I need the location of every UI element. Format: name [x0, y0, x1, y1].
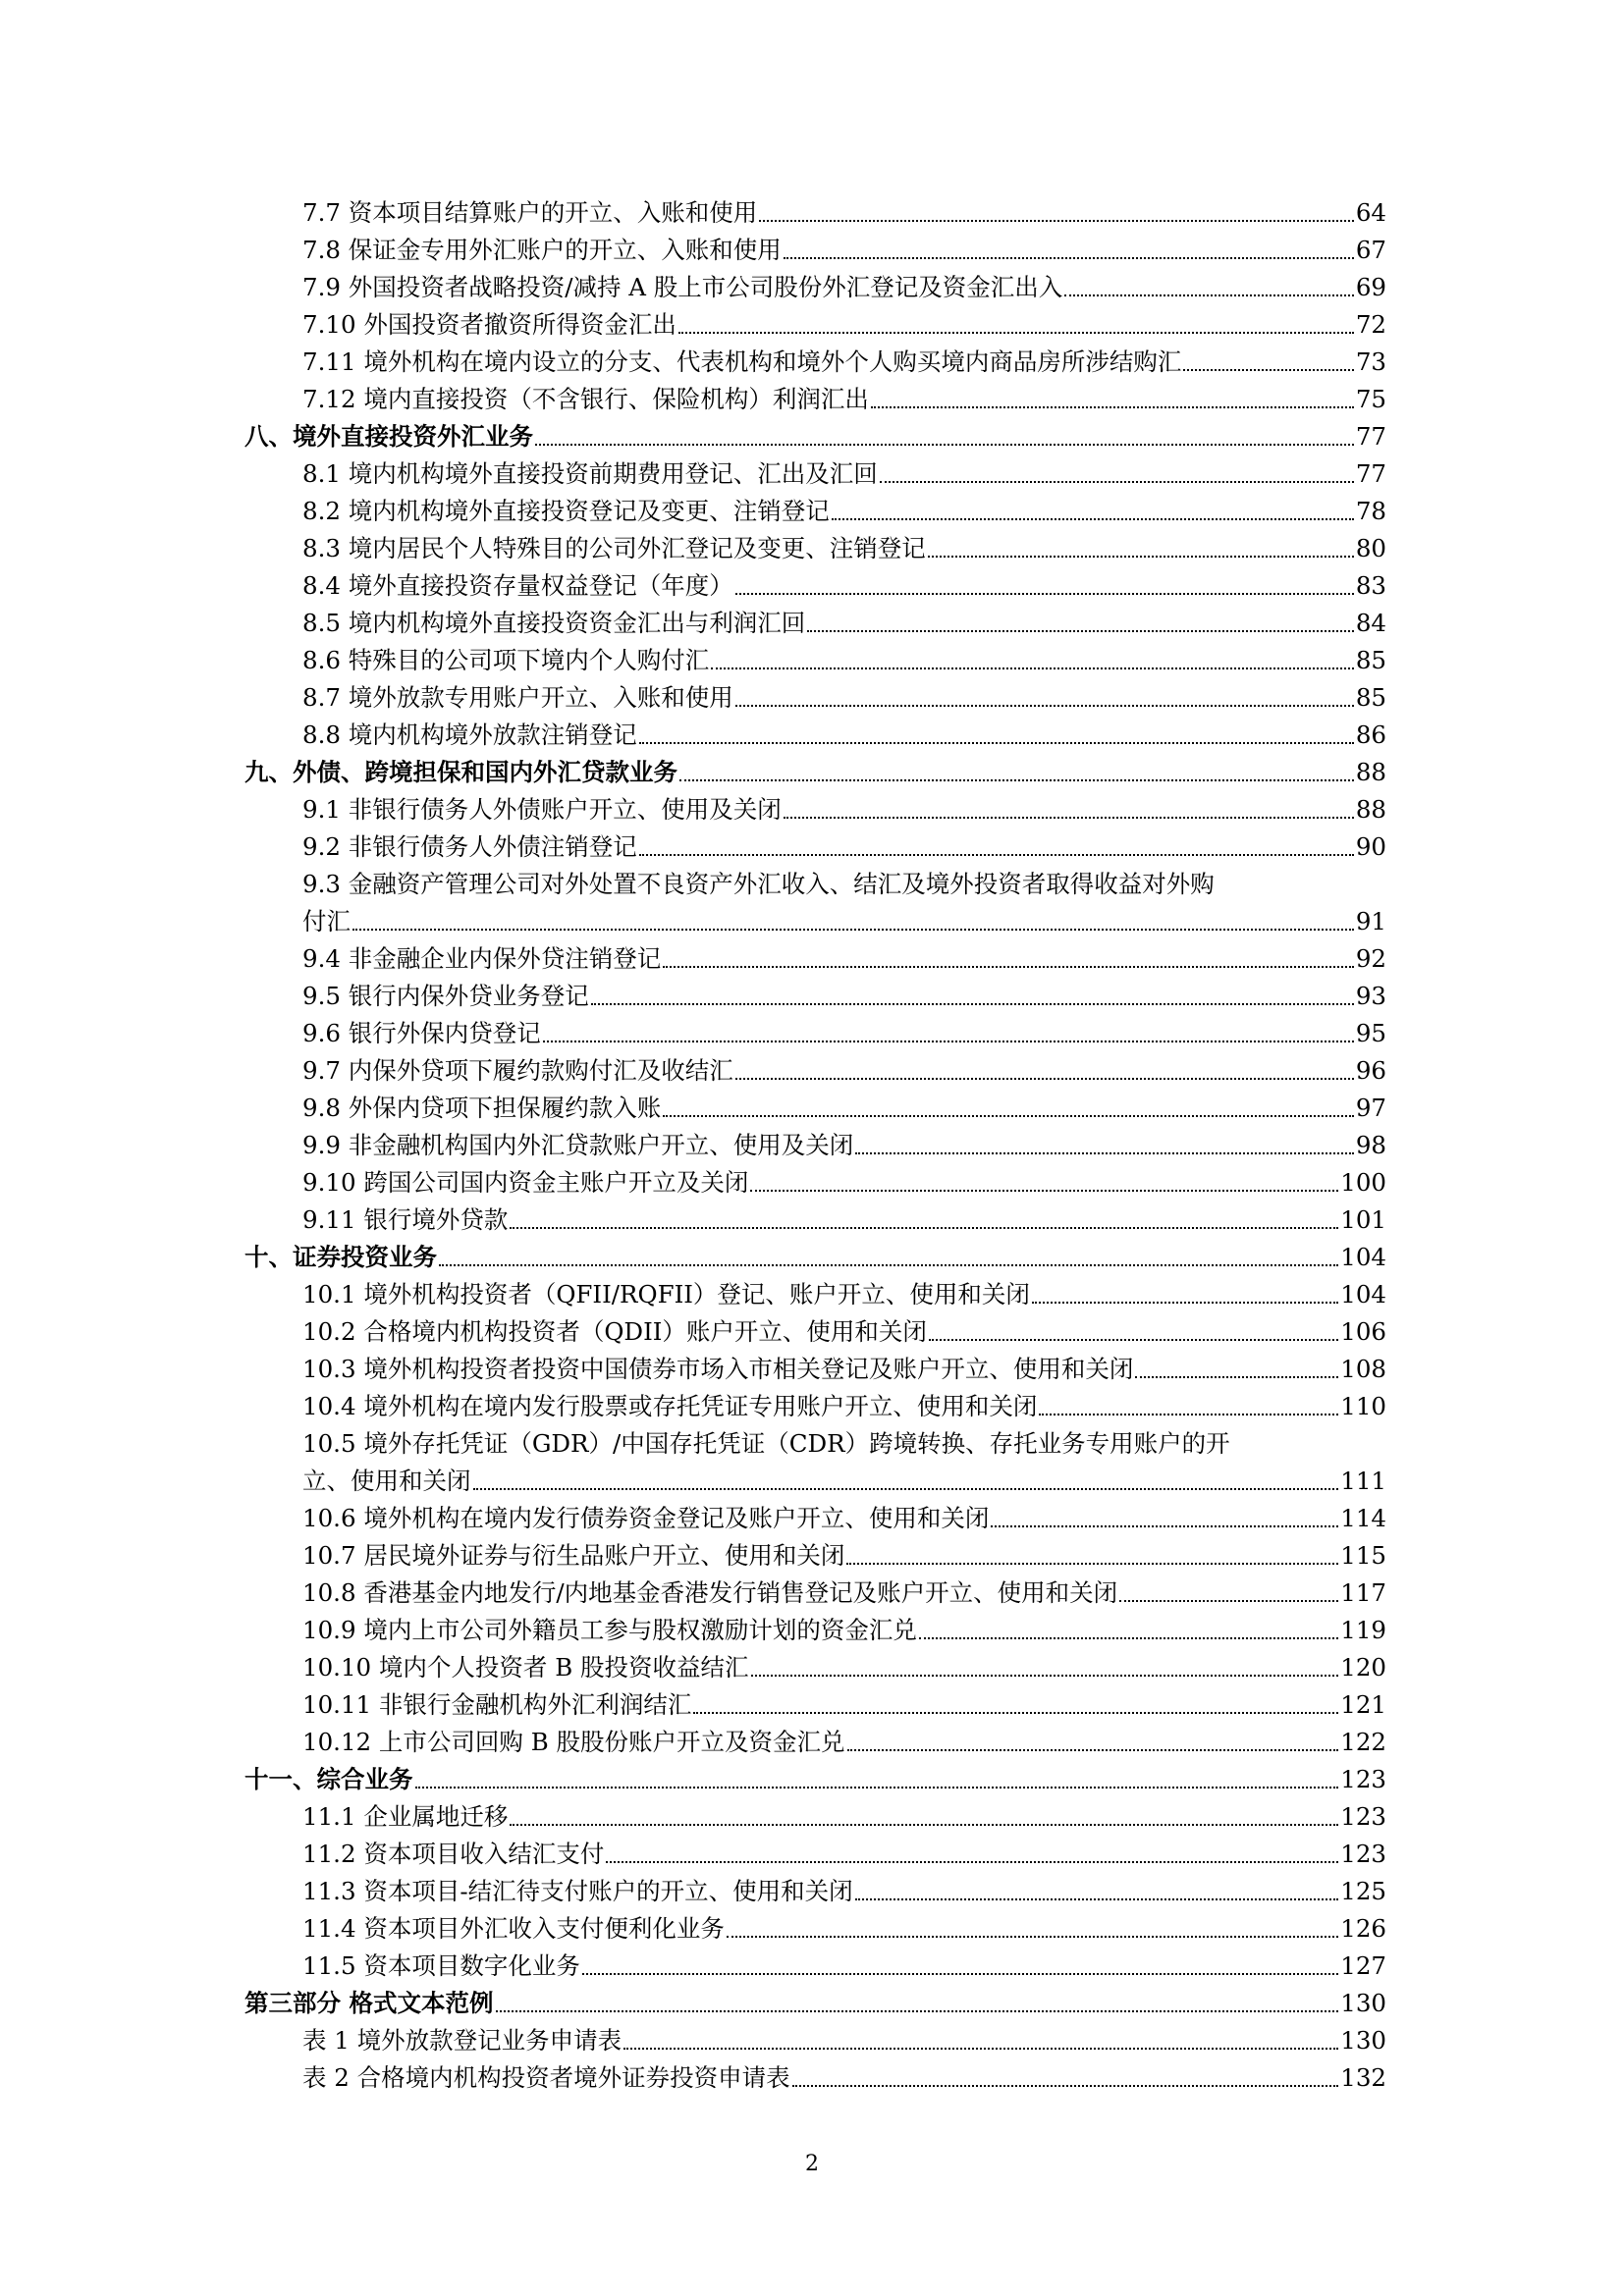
toc-entry-title: 9.3 金融资产管理公司对外处置不良资产外汇收入、结汇及境外投资者取得收益对外购: [302, 870, 1215, 898]
toc-entry-page: 100: [1340, 1168, 1386, 1197]
toc-entry[interactable]: [244, 1537, 1386, 1575]
toc-entry[interactable]: [244, 1500, 1386, 1537]
toc-entry[interactable]: [244, 455, 1386, 493]
toc-entry-page: 114: [1340, 1504, 1386, 1532]
toc-chapter-title: 十、证券投资业务: [244, 1243, 437, 1271]
toc-entry-continuation[interactable]: [244, 903, 1386, 940]
toc-chapter[interactable]: [244, 754, 1386, 791]
toc-entry-page: 75: [1355, 385, 1386, 413]
toc-entry-page: 85: [1355, 683, 1386, 712]
toc-entry-title: 7.7 资本项目结算账户的开立、入账和使用: [302, 198, 758, 227]
toc-entry[interactable]: [244, 605, 1386, 642]
dot-leader: [751, 1674, 1339, 1677]
toc-entry-page: 106: [1340, 1317, 1386, 1346]
toc-entry[interactable]: [244, 978, 1386, 1015]
toc-entry-title: 10.6 境外机构在境内发行债券资金登记及账户开立、使用和关闭: [302, 1504, 990, 1532]
dot-leader: [846, 1562, 1338, 1565]
toc-entry[interactable]: [244, 381, 1386, 418]
dot-leader: [880, 480, 1354, 483]
toc-entry-page: 119: [1340, 1616, 1386, 1644]
toc-entry-page: 117: [1340, 1578, 1386, 1607]
toc-entry-title: 9.1 非银行债务人外债账户开立、使用及关闭: [302, 795, 782, 824]
toc-entry-title: 10.2 合格境内机构投资者（QDII）账户开立、使用和关闭: [302, 1317, 927, 1346]
toc-entry-title: 9.2 非银行债务人外债注销登记: [302, 832, 637, 861]
toc-entry-title: 8.8 境内机构境外放款注销登记: [302, 721, 637, 749]
dot-leader: [847, 1748, 1339, 1751]
dot-leader: [792, 2084, 1339, 2087]
dot-leader: [750, 1189, 1338, 1192]
table-of-contents: [244, 194, 1386, 2097]
toc-entry-page: 110: [1340, 1392, 1386, 1420]
toc-entry[interactable]: [244, 1090, 1386, 1127]
toc-entry-title: 8.2 境内机构境外直接投资登记及变更、注销登记: [302, 497, 830, 525]
toc-entry-title: 8.1 境内机构境外直接投资前期费用登记、汇出及汇回: [302, 459, 878, 488]
dot-leader: [693, 1711, 1338, 1714]
dot-leader: [1039, 1413, 1338, 1415]
toc-entry-title: 7.10 外国投资者撤资所得资金汇出: [302, 310, 677, 339]
toc-entry-title: 7.11 境外机构在境内设立的分支、代表机构和境外个人购买境内商品房所涉结购汇: [302, 347, 1182, 376]
toc-entry-title: 8.4 境外直接投资存量权益登记（年度）: [302, 571, 733, 600]
toc-entry-title: 7.9 外国投资者战略投资/减持 A 股上市公司股份外汇登记及资金汇出入: [302, 273, 1063, 301]
toc-entry-page: 90: [1355, 832, 1386, 861]
toc-entry[interactable]: [244, 866, 1386, 903]
toc-entry-title: 10.1 境外机构投资者（QFII/RQFII）登记、账户开立、使用和关闭: [302, 1280, 1030, 1308]
toc-entry[interactable]: [244, 1724, 1386, 1761]
toc-entry[interactable]: [244, 1873, 1386, 1910]
dot-leader: [510, 1226, 1338, 1229]
toc-chapter[interactable]: [244, 418, 1386, 455]
toc-entry-page: 95: [1355, 1019, 1386, 1047]
toc-entry-page: 84: [1355, 609, 1386, 637]
toc-entry-title: 表 1 境外放款登记业务申请表: [302, 2026, 623, 2055]
toc-entry-page: 108: [1340, 1355, 1386, 1383]
toc-chapter-page: 130: [1340, 1989, 1386, 2017]
dot-leader: [678, 331, 1354, 334]
toc-entry[interactable]: [244, 269, 1386, 306]
toc-entry[interactable]: [244, 940, 1386, 978]
toc-entry-title: 10.11 非银行金融机构外汇利润结汇: [302, 1690, 692, 1719]
page-number: 2: [805, 2152, 819, 2176]
dot-leader: [623, 2047, 1338, 2050]
toc-entry-title: 8.5 境内机构境外直接投资资金汇出与利润汇回: [302, 609, 806, 637]
dot-leader: [735, 592, 1354, 595]
toc-chapter[interactable]: [244, 1985, 1386, 2022]
toc-entry[interactable]: [244, 1276, 1386, 1313]
toc-entry[interactable]: [244, 1948, 1386, 1985]
dot-leader: [639, 853, 1354, 856]
toc-entry-page: 77: [1355, 459, 1386, 488]
dot-leader: [663, 1114, 1354, 1117]
dot-leader: [473, 1487, 1339, 1490]
dot-leader: [591, 1002, 1354, 1005]
toc-entry[interactable]: [244, 1612, 1386, 1649]
toc-entry-page: 125: [1340, 1877, 1386, 1905]
toc-entry-page: 80: [1355, 534, 1386, 562]
toc-entry[interactable]: [244, 567, 1386, 605]
toc-chapter-title: 第三部分 格式文本范例: [244, 1989, 494, 2017]
toc-entry[interactable]: [244, 791, 1386, 828]
toc-chapter[interactable]: [244, 1239, 1386, 1276]
toc-entry-page: 101: [1340, 1205, 1386, 1234]
dot-leader: [871, 405, 1354, 408]
toc-entry[interactable]: [244, 1164, 1386, 1201]
toc-entry-continuation[interactable]: [244, 1463, 1386, 1500]
dot-leader: [1032, 1301, 1338, 1304]
toc-entry[interactable]: [244, 344, 1386, 381]
dot-leader: [663, 965, 1354, 968]
toc-chapter-title: 八、境外直接投资外汇业务: [244, 422, 533, 451]
dot-leader: [535, 443, 1354, 446]
toc-entry[interactable]: [244, 1351, 1386, 1388]
toc-chapter[interactable]: [244, 1761, 1386, 1798]
toc-entry-page: 91: [1355, 907, 1386, 935]
dot-leader: [991, 1524, 1338, 1527]
toc-entry[interactable]: [244, 1313, 1386, 1351]
toc-entry-page: 86: [1355, 721, 1386, 749]
toc-entry-title: 10.4 境外机构在境内发行股票或存托凭证专用账户开立、使用和关闭: [302, 1392, 1038, 1420]
toc-entry-title: 7.8 保证金专用外汇账户的开立、入账和使用: [302, 236, 782, 264]
toc-entry[interactable]: [244, 1201, 1386, 1239]
dot-leader: [679, 778, 1354, 781]
toc-entry-title: 9.9 非金融机构国内外汇贷款账户开立、使用及关闭: [302, 1131, 854, 1159]
toc-entry-page: 121: [1340, 1690, 1386, 1719]
toc-entry-title: 9.7 内保外贷项下履约款购付汇及收结汇: [302, 1056, 733, 1085]
toc-entry-page: 97: [1355, 1094, 1386, 1122]
dot-leader: [855, 1151, 1354, 1154]
toc-entry[interactable]: [244, 1910, 1386, 1948]
toc-entry-title: 10.5 境外存托凭证（GDR）/中国存托凭证（CDR）跨境转换、存托业务专用账户的开: [302, 1429, 1230, 1458]
toc-entry-page: 120: [1340, 1653, 1386, 1682]
toc-entry[interactable]: [244, 642, 1386, 679]
toc-entry-page: 69: [1355, 273, 1386, 301]
toc-entry[interactable]: [244, 717, 1386, 754]
toc-entry-title: 9.5 银行内保外贷业务登记: [302, 982, 589, 1010]
toc-chapter-page: 88: [1355, 758, 1386, 786]
toc-entry-page: 130: [1340, 2026, 1386, 2055]
dot-leader: [1119, 1599, 1338, 1602]
toc-entry-page: 104: [1340, 1280, 1386, 1308]
dot-leader: [1064, 294, 1354, 296]
toc-entry-page: 92: [1355, 944, 1386, 973]
toc-chapter-title: 九、外债、跨境担保和国内外汇贷款业务: [244, 758, 677, 786]
toc-chapter-page: 104: [1340, 1243, 1386, 1271]
dot-leader: [510, 1823, 1338, 1826]
toc-entry-page: 72: [1355, 310, 1386, 339]
dot-leader: [855, 1897, 1339, 1900]
dot-leader: [415, 1786, 1339, 1789]
toc-entry[interactable]: [244, 1836, 1386, 1873]
toc-entry-title: 10.7 居民境外证券与衍生品账户开立、使用和关闭: [302, 1541, 845, 1570]
toc-entry-title-continued: 立、使用和关闭: [302, 1467, 471, 1495]
toc-entry-page: 88: [1355, 795, 1386, 824]
dot-leader: [711, 667, 1354, 669]
toc-entry[interactable]: [244, 232, 1386, 269]
dot-leader: [1183, 368, 1353, 371]
toc-entry-title: 10.9 境内上市公司外籍员工参与股权激励计划的资金汇兑: [302, 1616, 917, 1644]
toc-entry-title: 7.12 境内直接投资（不含银行、保险机构）利润汇出: [302, 385, 869, 413]
dot-leader: [727, 1935, 1338, 1938]
toc-entry[interactable]: [244, 1798, 1386, 1836]
toc-entry[interactable]: [244, 1127, 1386, 1164]
toc-entry[interactable]: [244, 194, 1386, 232]
toc-entry-page: 127: [1340, 1951, 1386, 1980]
dot-leader: [735, 1077, 1354, 1080]
toc-entry[interactable]: [244, 2022, 1386, 2059]
toc-entry[interactable]: [244, 530, 1386, 567]
dot-leader: [352, 928, 1354, 931]
dot-leader: [832, 517, 1354, 520]
toc-entry[interactable]: [244, 679, 1386, 717]
dot-leader: [784, 256, 1354, 259]
toc-entry-title: 表 2 合格境内机构投资者境外证券投资申请表: [302, 2063, 790, 2092]
toc-chapter-page: 77: [1355, 422, 1386, 451]
toc-entry[interactable]: [244, 1649, 1386, 1686]
toc-entry-page: 123: [1340, 1802, 1386, 1831]
toc-entry-title: 8.7 境外放款专用账户开立、入账和使用: [302, 683, 733, 712]
toc-entry[interactable]: [244, 493, 1386, 530]
toc-entry-title: 9.6 银行外保内贷登记: [302, 1019, 541, 1047]
dot-leader: [582, 1972, 1338, 1975]
toc-entry-page: 122: [1340, 1728, 1386, 1756]
dot-leader: [1135, 1375, 1338, 1378]
toc-entry[interactable]: [244, 1686, 1386, 1724]
toc-entry-title: 11.3 资本项目-结汇待支付账户的开立、使用和关闭: [302, 1877, 853, 1905]
toc-entry[interactable]: [244, 1052, 1386, 1090]
dot-leader: [784, 816, 1354, 819]
toc-entry-page: 111: [1340, 1467, 1386, 1495]
toc-entry[interactable]: [244, 2059, 1386, 2097]
toc-entry-page: 73: [1355, 347, 1386, 376]
toc-entry-page: 78: [1355, 497, 1386, 525]
toc-entry-page: 93: [1355, 982, 1386, 1010]
toc-entry-title-continued: 付汇: [302, 907, 351, 935]
toc-entry-title: 9.4 非金融企业内保外贷注销登记: [302, 944, 662, 973]
toc-entry[interactable]: [244, 828, 1386, 866]
toc-entry[interactable]: [244, 1388, 1386, 1425]
toc-entry-title: 9.11 银行境外贷款: [302, 1205, 509, 1234]
dot-leader: [639, 741, 1354, 744]
toc-entry-title: 10.3 境外机构投资者投资中国债券市场入市相关登记及账户开立、使用和关闭: [302, 1355, 1134, 1383]
toc-entry[interactable]: [244, 306, 1386, 344]
toc-entry-title: 8.6 特殊目的公司项下境内个人购付汇: [302, 646, 710, 674]
dot-leader: [496, 2009, 1339, 2012]
toc-entry-title: 10.8 香港基金内地发行/内地基金香港发行销售登记及账户开立、使用和关闭: [302, 1578, 1118, 1607]
toc-entry-page: 85: [1355, 646, 1386, 674]
toc-entry-title: 8.3 境内居民个人特殊目的公司外汇登记及变更、注销登记: [302, 534, 926, 562]
dot-leader: [735, 704, 1354, 707]
toc-entry-page: 64: [1355, 198, 1386, 227]
toc-entry[interactable]: [244, 1015, 1386, 1052]
toc-entry-page: 98: [1355, 1131, 1386, 1159]
toc-entry-page: 123: [1340, 1840, 1386, 1868]
toc-entry-page: 132: [1340, 2063, 1386, 2092]
toc-entry-title: 11.4 资本项目外汇收入支付便利化业务: [302, 1914, 725, 1943]
toc-entry-title: 10.12 上市公司回购 B 股股份账户开立及资金汇兑: [302, 1728, 845, 1756]
dot-leader: [929, 1338, 1338, 1341]
dot-leader: [439, 1263, 1338, 1266]
toc-entry-title: 10.10 境内个人投资者 B 股投资收益结汇: [302, 1653, 749, 1682]
toc-entry-title: 9.8 外保内贷项下担保履约款入账: [302, 1094, 662, 1122]
toc-entry-page: 83: [1355, 571, 1386, 600]
toc-chapter-page: 123: [1340, 1765, 1386, 1793]
dot-leader: [543, 1040, 1354, 1042]
toc-entry-page: 126: [1340, 1914, 1386, 1943]
dot-leader: [807, 629, 1354, 632]
dot-leader: [919, 1636, 1338, 1639]
toc-entry-title: 9.10 跨国公司国内资金主账户开立及关闭: [302, 1168, 749, 1197]
toc-entry-page: 67: [1355, 236, 1386, 264]
toc-chapter-title: 十一、综合业务: [244, 1765, 413, 1793]
toc-entry[interactable]: [244, 1425, 1386, 1463]
toc-entry-page: 115: [1340, 1541, 1386, 1570]
dot-leader: [759, 219, 1354, 222]
toc-entry-title: 11.5 资本项目数字化业务: [302, 1951, 580, 1980]
dot-leader: [606, 1860, 1338, 1863]
toc-entry-title: 11.2 资本项目收入结汇支付: [302, 1840, 605, 1868]
toc-entry-title: 11.1 企业属地迁移: [302, 1802, 509, 1831]
toc-entry[interactable]: [244, 1575, 1386, 1612]
dot-leader: [928, 555, 1354, 558]
toc-entry-page: 96: [1355, 1056, 1386, 1085]
